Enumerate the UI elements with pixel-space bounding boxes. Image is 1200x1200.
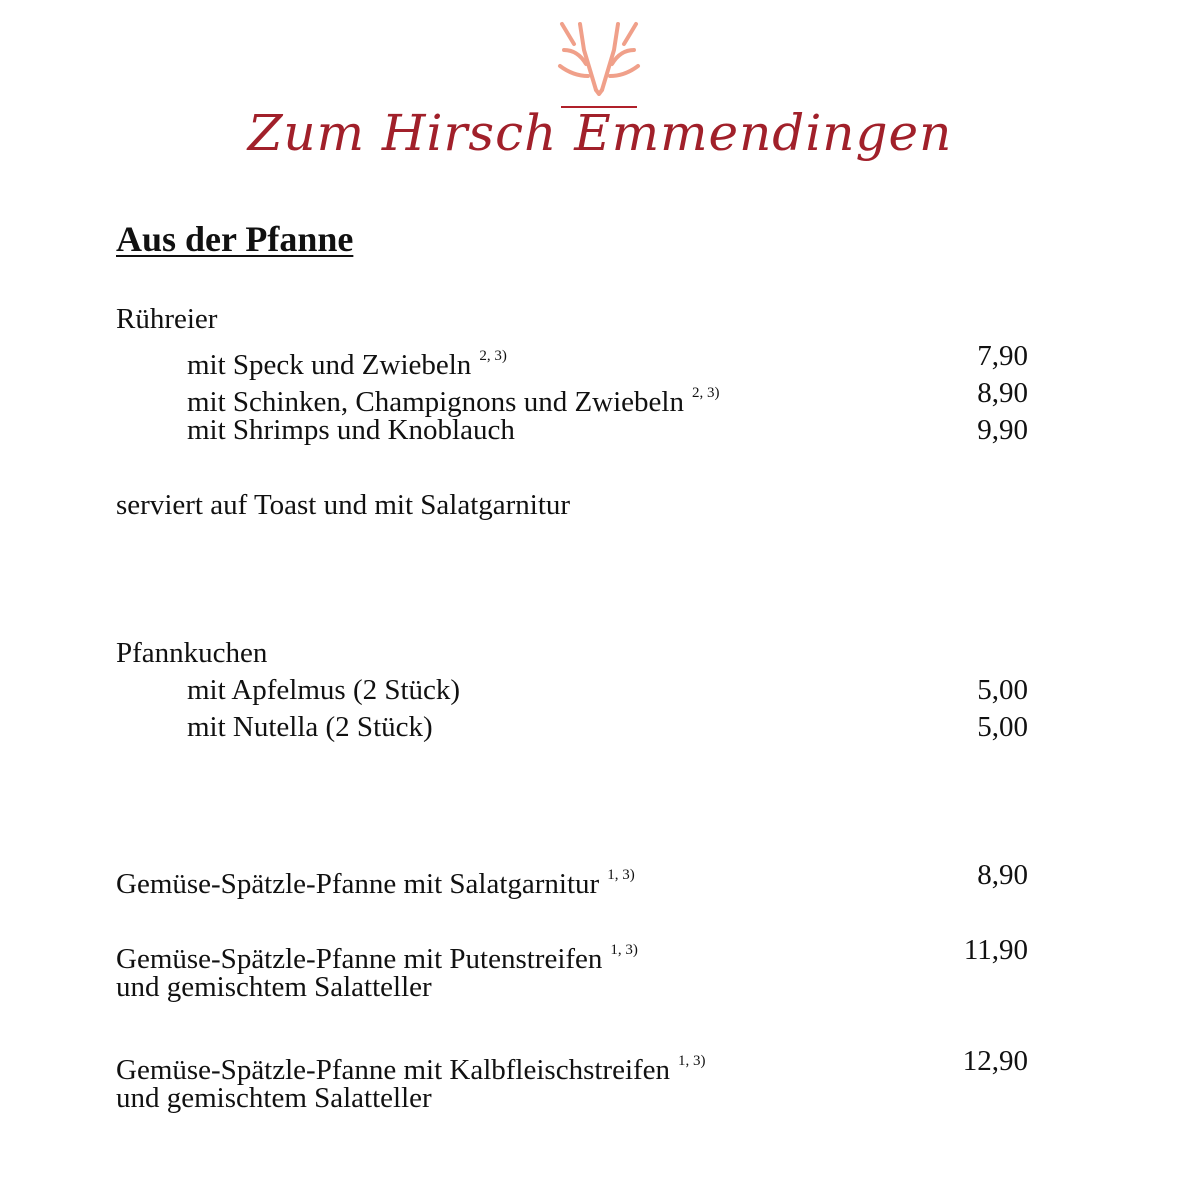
item-name: mit Nutella (2 Stück) <box>187 711 433 743</box>
section-note: serviert auf Toast und mit Salatgarnitur <box>116 489 571 521</box>
item-name: mit Shrimps und Knoblauch <box>187 414 515 446</box>
section-title-pfannkuchen: Pfannkuchen <box>116 637 268 669</box>
stag-antlers-icon <box>556 20 642 96</box>
menu-item <box>187 709 433 745</box>
allergen-note: 2, 3) <box>479 348 507 364</box>
allergen-note: 1, 3) <box>610 942 638 958</box>
item-name: mit Speck und Zwiebeln <box>187 349 472 381</box>
item-price: 7,90 <box>977 340 1028 372</box>
menu-item <box>116 857 635 902</box>
item-price: 11,90 <box>963 934 1028 966</box>
item-name: Gemüse-Spätzle-Pfanne mit Putenstreifen <box>116 943 603 975</box>
logo <box>0 0 1200 200</box>
menu-item <box>187 412 515 448</box>
page-title: Aus der Pfanne <box>116 219 354 259</box>
item-price: 9,90 <box>977 414 1028 446</box>
item-description: und gemischtem Salatteller <box>116 971 432 1003</box>
item-price: 5,00 <box>977 711 1028 743</box>
item-name: mit Schinken, Champignons und Zwiebeln <box>187 386 684 418</box>
menu-item <box>187 672 460 708</box>
allergen-note: 2, 3) <box>691 385 720 401</box>
item-price: 8,90 <box>977 859 1028 891</box>
item-description: und gemischtem Salatteller <box>116 1082 432 1114</box>
item-name: Gemüse-Spätzle-Pfanne mit Salatgarnitur <box>116 868 600 900</box>
item-name: Gemüse-Spätzle-Pfanne mit Kalbfleischstreifen <box>116 1054 671 1086</box>
item-price: 12,90 <box>962 1045 1028 1077</box>
allergen-note: 1, 3) <box>607 867 635 883</box>
item-price: 8,90 <box>977 377 1028 409</box>
item-name: mit Apfelmus (2 Stück) <box>187 674 461 706</box>
item-price: 5,00 <box>977 674 1028 706</box>
allergen-note: 1, 3) <box>678 1053 706 1069</box>
restaurant-name: Zum Hirsch Emmendingen <box>247 104 953 162</box>
section-title-ruehreier: Rühreier <box>116 303 218 335</box>
